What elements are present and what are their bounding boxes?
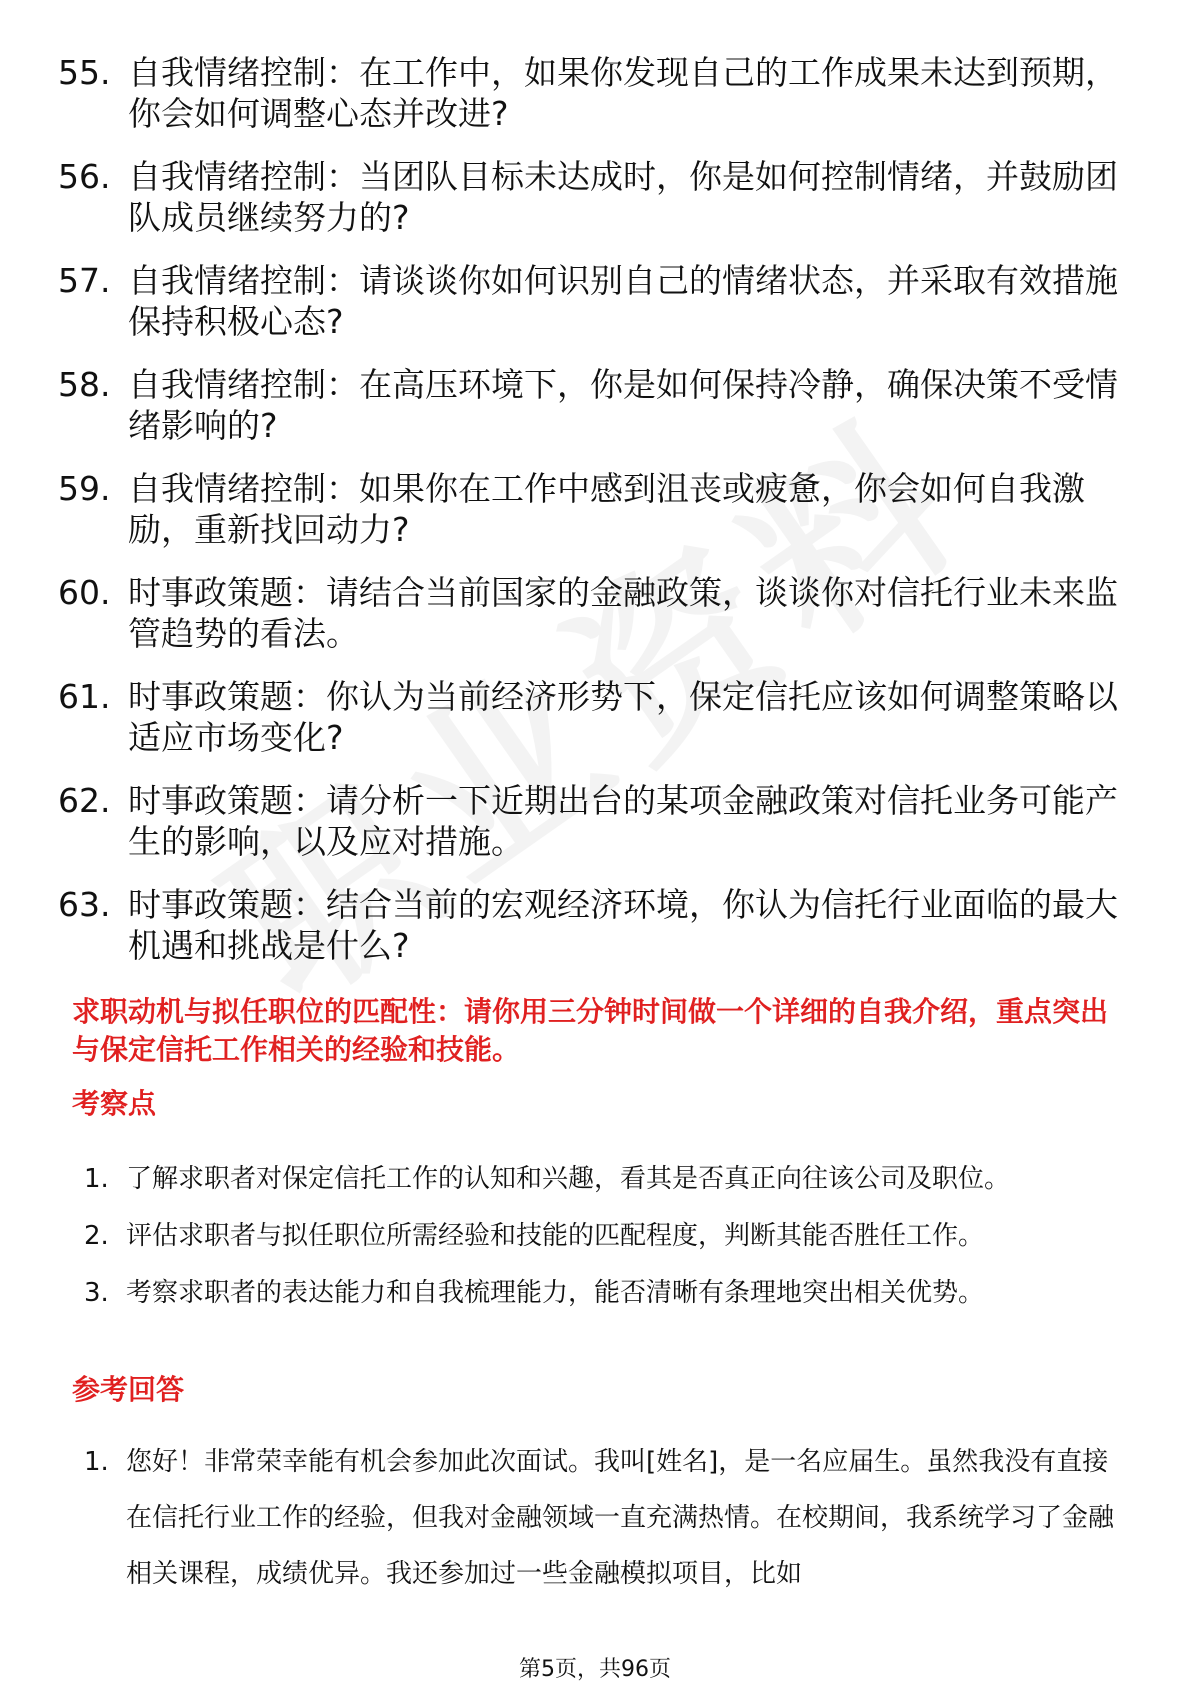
question-text: 时事政策题：结合当前的宏观经济环境，你认为信托行业面临的最大机遇和挑战是什么? [128, 885, 1118, 965]
question-item [58, 260, 1118, 342]
list-text: 您好！非常荣幸能有机会参加此次面试。我叫[姓名]，是一名应届生。虽然我没有直接在信托行业工作的经验，但我对金融领域一直充满热情。在校期间，我系统学习了金融相关课程，成绩优异。我还参加过一些金融模拟项目，比如 [126, 1447, 1115, 1589]
question-text: 时事政策题：你认为当前经济形势下，保定信托应该如何调整策略以适应市场变化? [128, 677, 1118, 757]
question-item [58, 572, 1118, 654]
question-number: 61. [58, 677, 111, 716]
question-text: 自我情绪控制：在高压环境下，你是如何保持冷静，确保决策不受情绪影响的? [128, 365, 1118, 445]
question-text: 自我情绪控制：在工作中，如果你发现自己的工作成果未达到预期，你会如何调整心态并改进? [128, 53, 1118, 133]
points-list [84, 1161, 1124, 1332]
list-text: 了解求职者对保定信托工作的认知和兴趣，看其是否真正向往该公司及职位。 [126, 1164, 1011, 1194]
question-number: 56. [58, 157, 111, 196]
question-item [58, 156, 1118, 238]
question-text: 时事政策题：请结合当前国家的金融政策，谈谈你对信托行业未来监管趋势的看法。 [128, 573, 1118, 653]
question-number: 58. [58, 365, 111, 404]
answers-list [84, 1434, 1124, 1602]
question-text: 自我情绪控制：请谈谈你如何识别自己的情绪状态，并采取有效措施保持积极心态? [128, 261, 1118, 341]
question-list [58, 52, 1118, 988]
list-number: 1. [84, 1447, 109, 1477]
question-number: 60. [58, 573, 111, 612]
list-text: 考察求职者的表达能力和自我梳理能力，能否清晰有条理地突出相关优势。 [126, 1278, 985, 1308]
question-item [58, 676, 1118, 758]
list-item [84, 1275, 1124, 1311]
highlighted-question: 求职动机与拟任职位的匹配性：请你用三分钟时间做一个详细的自我介绍，重点突出与保定信托工作相关的经验和技能。 [72, 995, 1109, 1066]
section-heading-answers: 参考回答 [72, 1373, 185, 1406]
list-number: 1. [84, 1164, 109, 1194]
question-item [58, 364, 1118, 446]
list-item [84, 1218, 1124, 1254]
list-number: 2. [84, 1221, 109, 1251]
section-heading-points: 考察点 [72, 1087, 157, 1120]
question-item [58, 884, 1118, 966]
question-text: 自我情绪控制：如果你在工作中感到沮丧或疲惫，你会如何自我激励，重新找回动力? [128, 469, 1085, 549]
question-number: 55. [58, 53, 111, 92]
question-number: 62. [58, 781, 111, 820]
question-item [58, 468, 1118, 550]
list-item [84, 1434, 1124, 1602]
question-text: 自我情绪控制：当团队目标未达成时，你是如何控制情绪，并鼓励团队成员继续努力的? [128, 157, 1118, 237]
question-text: 时事政策题：请分析一下近期出台的某项金融政策对信托业务可能产生的影响，以及应对措施。 [128, 781, 1118, 861]
question-number: 63. [58, 885, 111, 924]
question-number: 59. [58, 469, 111, 508]
page-footer: 第5页，共96页 [519, 1657, 671, 1682]
list-text: 评估求职者与拟任职位所需经验和技能的匹配程度，判断其能否胜任工作。 [126, 1221, 985, 1251]
question-item [58, 52, 1118, 134]
question-number: 57. [58, 261, 111, 300]
list-number: 3. [84, 1278, 109, 1308]
question-item [58, 780, 1118, 862]
list-item [84, 1161, 1124, 1197]
